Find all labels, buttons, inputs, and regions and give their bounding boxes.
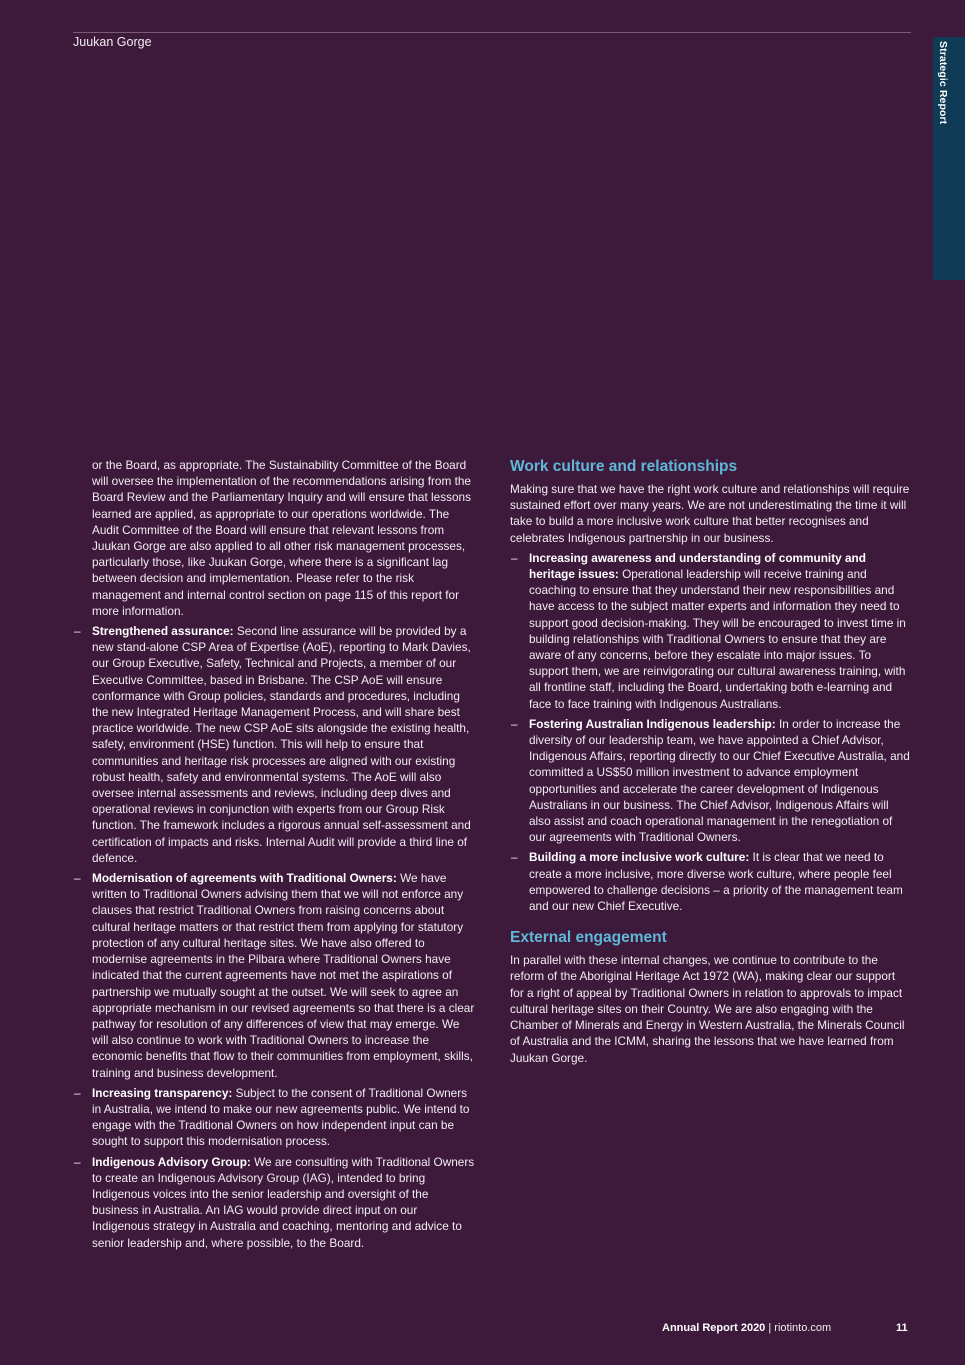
bullet-lead: Increasing awareness and understanding of community and heritage issues: [529, 550, 866, 582]
bullet-text: It is clear that we need to create a more inclusive, more diverse work culture, where people feel empowered to challenge decisions – a priority of the management team and our new Chief Executive. [529, 850, 903, 914]
bullet-text: We are consulting with Traditional Owners to create an Indigenous Advisory Group (IAG), intended to bring Indigenous voices into the senior leadership and oversight of the business in Australia. An IAG would provide direct input on our Indigenous strategy in Australia and coaching, mentoring and advice to senior leadership and, where possible, to the Board. [92, 1154, 475, 1250]
right-column [510, 457, 912, 1066]
left-bullet-list [73, 623, 475, 1251]
footer-website-link[interactable]: riotinto.com [774, 1322, 832, 1334]
continuation-paragraph: or the Board, as appropriate. The Sustainability Committee of the Board will oversee the implementation of the recommendations arising from the Board Review and the Parliamentary Inquiry and will ensure that lessons learned are applied, as appropriate to our operations worldwide. The Audit Committee of the Board will ensure that relevant lessons from Juukan Gorge are also applied to all other risk management processes, particularly those, like Juukan Gorge, where there is a significant lag between decision and implementation. Please refer to the risk management and internal control section on page 115 of this report for more information. [92, 458, 472, 618]
list-item [510, 716, 912, 846]
header-divider [73, 32, 911, 33]
bullet-text: Operational leadership will receive training and coaching to ensure that they understand their new responsibilities and have access to the subject matter experts and information they need to support good decision-making. They will be encouraged to invest time in building relationships with Traditional Owners to ensure that they are aware of any concerns, before they escalate into major issues. To support them, we are reinvigorating our cultural awareness training, with all frontline staff, including the Board, undertaking both e-learning and face to face training with Indigenous Australians. [529, 567, 906, 711]
work-culture-intro: Making sure that we have the right work culture and relationships will require sustained effort over many years. We are not underestimating the time it will take to build a more inclusive work culture that better recognises and celebrates Indigenous partnership in our business. [510, 482, 910, 545]
list-item [73, 870, 475, 1081]
list-item [510, 550, 912, 712]
bullet-lead: Strengthened assurance: [92, 624, 234, 639]
list-item [510, 849, 912, 914]
bullet-lead: Building a more inclusive work culture: [529, 850, 750, 865]
work-culture-heading: Work culture and relationships [510, 458, 738, 475]
bullet-text: We have written to Traditional Owners advising them that we will not enforce any clauses that restrict Traditional Owners from raising concerns about cultural heritage matters or that restrict them from applying for statutory protection of any cultural heritage sites. We have also offered to modernise agreements in the Pilbara where Traditional Owners have indicated that the current agreements have not met the aspirations of partnership we mutually sought at the outset. We will seek to agree an appropriate mechanism in our revised agreements so that there is a clear pathway for resolution of any differences of view that may emerge. We will also continue to work with Traditional Owners to increase the economic benefits that flow to their communities from employment, skills, training and business development. [92, 871, 475, 1080]
bullet-lead: Fostering Australian Indigenous leadership: [529, 716, 776, 731]
footer [662, 1322, 831, 1334]
bullet-lead: Indigenous Advisory Group: [92, 1154, 251, 1169]
bullet-text: Second line assurance will be provided by a new stand-alone CSP Area of Expertise (AoE), reporting to Mark Davies, our Group Executive, Safety, Technical and Projects, a member of our Executive Committee, based in Brisbane. The CSP AoE will ensure conformance with Group policies, standards and procedures, including the new Integrated Heritage Management Process, and will share best practice worldwide. The new CSP AoE sits alongside the existing health, safety, environment (HSE) function. This will help to ensure that communities and heritage risk processes are aligned with our existing robust health, safety and environmental systems. The AoE will also oversee internal assessments and reviews, including deep dives and operational reviews in conjunction with experts from our Group Risk function. The framework includes a rigorous annual self-assessment and certification of impacts and risks. Internal Audit will provide a third line of defence. [92, 624, 471, 865]
bullet-text: In order to increase the diversity of our leadership team, we have appointed a Chief Advisor, Indigenous Affairs, reporting directly to our Chief Executive Australia, and committed a US$50 million investment to advance employment opportunities and accelerate the career development of Indigenous Australians in our business. The Chief Advisor, Indigenous Affairs will also assist and coach operational management in the renegotiation of our agreements with Traditional Owners. [529, 716, 910, 845]
footer-separator: | [765, 1322, 775, 1334]
external-engagement-body: In parallel with these internal changes, we continue to contribute to the reform of the Aboriginal Heritage Act 1972 (WA), making clear our support for a right of appeal by Traditional Owners in relation to approvals to impact cultural heritage sites on their Country. We are also engaging with the Chamber of Minerals and Energy in Western Australia, the Minerals Council of Australia and the ICMM, sharing the lessons that we have learned from Juukan Gorge. [510, 953, 905, 1065]
list-item [73, 623, 475, 866]
footer-report-title: Annual Report 2020 [662, 1322, 766, 1334]
page-number: 11 [896, 1322, 908, 1334]
bullet-lead: Modernisation of agreements with Traditional Owners: [92, 871, 397, 886]
work-culture-bullet-list [510, 550, 912, 914]
bullet-lead: Increasing transparency: [92, 1085, 233, 1100]
bullet-text: Subject to the consent of Traditional Owners in Australia, we intend to make our new agreements public. We intend to engage with the Traditional Owners on how independent input can be sought to support this modernisation process. [92, 1085, 470, 1149]
strategic-report-tab[interactable] [933, 37, 965, 280]
list-item [73, 1154, 475, 1251]
list-item [73, 1085, 475, 1150]
external-engagement-heading: External engagement [510, 929, 667, 947]
left-column [73, 457, 475, 1251]
side-tab-label: Strategic Report [937, 41, 949, 125]
section-title: Juukan Gorge [73, 35, 152, 49]
